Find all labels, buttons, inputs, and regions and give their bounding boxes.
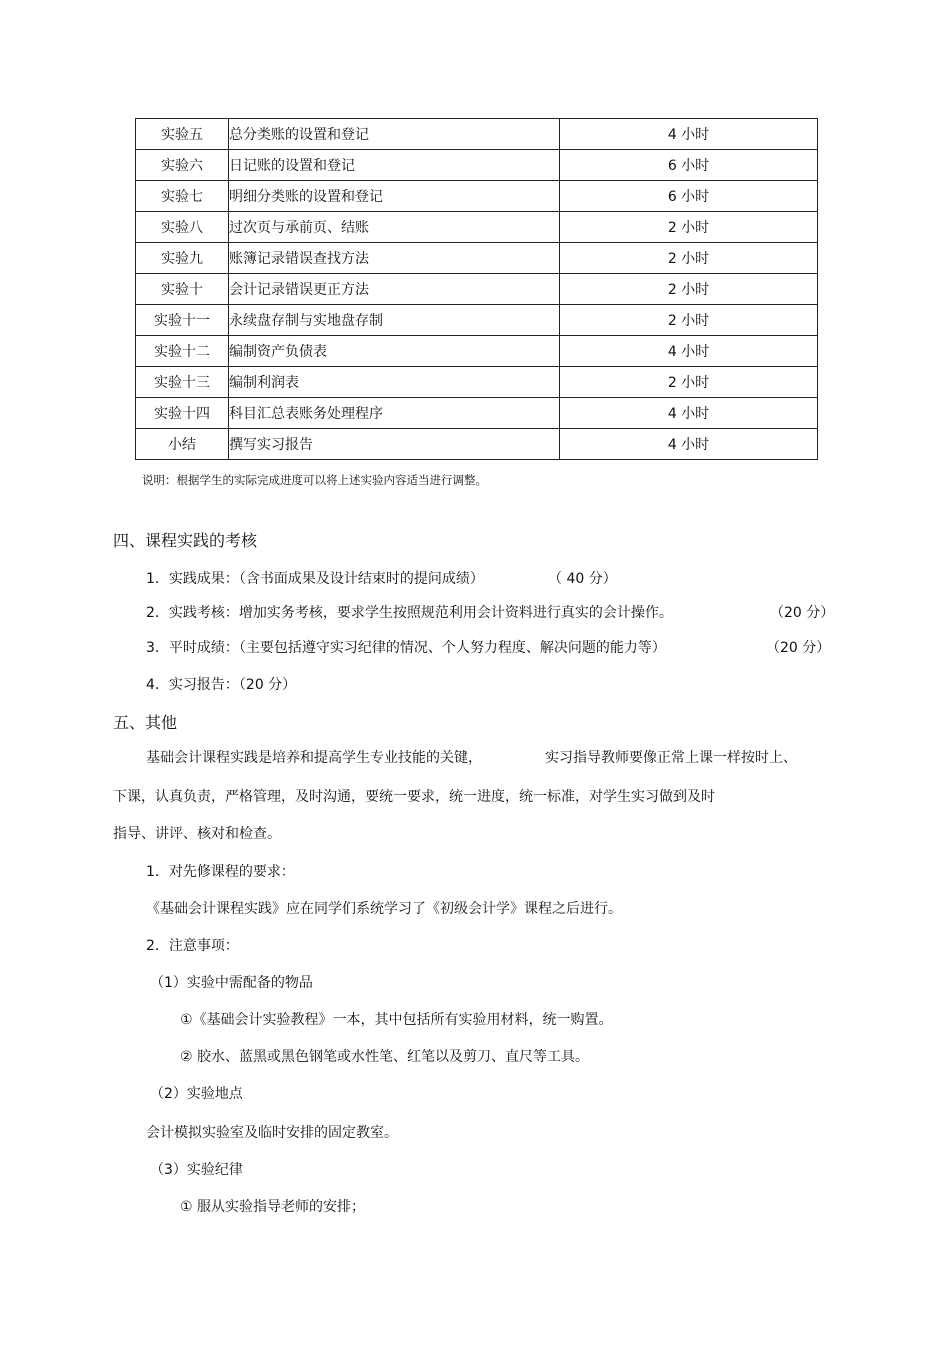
assessment-item-3: 3．平时成绩：（主要包括遵守实习纪律的情况、个人努力程度、解决问题的能力等） bbox=[146, 640, 666, 656]
experiment-hours: 6 小时 bbox=[560, 181, 818, 212]
prerequisite-title: 1．对先修课程的要求： bbox=[146, 864, 295, 880]
experiment-content: 日记账的设置和登记 bbox=[229, 150, 560, 181]
experiment-content: 撰写实习报告 bbox=[229, 429, 560, 460]
experiment-content: 账簿记录错误查找方法 bbox=[229, 243, 560, 274]
experiment-hours: 2 小时 bbox=[560, 243, 818, 274]
schedule-table-body bbox=[136, 119, 818, 460]
experiment-name: 实验五 bbox=[136, 119, 229, 150]
table-row bbox=[136, 305, 818, 336]
paragraph-line-1a: 基础会计课程实践是培养和提高学生专业技能的关键， bbox=[146, 750, 482, 766]
table-row bbox=[136, 429, 818, 460]
location-text: 会计模拟实验室及临时安排的固定教室。 bbox=[146, 1125, 398, 1141]
assessment-item-3-score: （20 分） bbox=[766, 640, 831, 656]
experiment-name: 实验六 bbox=[136, 150, 229, 181]
paragraph-line-1b: 实习指导教师要像正常上课一样按时上、 bbox=[545, 750, 797, 766]
table-row bbox=[136, 181, 818, 212]
table-row bbox=[136, 336, 818, 367]
experiment-content: 编制利润表 bbox=[229, 367, 560, 398]
experiment-content: 明细分类账的设置和登记 bbox=[229, 181, 560, 212]
experiment-name: 实验九 bbox=[136, 243, 229, 274]
experiment-name: 实验十 bbox=[136, 274, 229, 305]
experiment-name: 实验十一 bbox=[136, 305, 229, 336]
table-row bbox=[136, 212, 818, 243]
materials-title: （1）实验中需配备的物品 bbox=[150, 975, 313, 991]
experiment-content: 编制资产负债表 bbox=[229, 336, 560, 367]
paragraph-line-3: 指导、讲评、核对和检查。 bbox=[113, 826, 281, 842]
location-title: （2）实验地点 bbox=[150, 1086, 243, 1102]
materials-item-2: ② 胶水、蓝黑或黑色钢笔或水性笔、红笔以及剪刀、直尺等工具。 bbox=[180, 1049, 589, 1065]
experiment-hours: 4 小时 bbox=[560, 119, 818, 150]
notes-title: 2．注意事项： bbox=[146, 938, 239, 954]
assessment-item-1-score: （ 40 分） bbox=[548, 571, 617, 587]
table-row bbox=[136, 274, 818, 305]
table-note: 说明：根据学生的实际完成进度可以将上述实验内容适当进行调整。 bbox=[142, 473, 487, 487]
experiment-hours: 2 小时 bbox=[560, 305, 818, 336]
experiment-content: 永续盘存制与实地盘存制 bbox=[229, 305, 560, 336]
prerequisite-text: 《基础会计课程实践》应在同学们系统学习了《初级会计学》课程之后进行。 bbox=[146, 901, 622, 917]
section4-heading: 四、课程实践的考核 bbox=[113, 531, 258, 550]
assessment-item-2-score: （20 分） bbox=[770, 605, 835, 621]
assessment-item-1: 1．实践成果：（含书面成果及设计结束时的提问成绩） bbox=[146, 571, 484, 587]
discipline-title: （3）实验纪律 bbox=[150, 1162, 243, 1178]
experiment-hours: 4 小时 bbox=[560, 429, 818, 460]
experiment-hours: 6 小时 bbox=[560, 150, 818, 181]
table-row bbox=[136, 398, 818, 429]
experiment-content: 会计记录错误更正方法 bbox=[229, 274, 560, 305]
experiment-hours: 2 小时 bbox=[560, 212, 818, 243]
table-row bbox=[136, 367, 818, 398]
experiment-hours: 4 小时 bbox=[560, 398, 818, 429]
experiment-content: 科目汇总表账务处理程序 bbox=[229, 398, 560, 429]
section5-heading: 五、其他 bbox=[113, 713, 178, 732]
experiment-name: 实验十三 bbox=[136, 367, 229, 398]
table-row bbox=[136, 119, 818, 150]
paragraph-line-2: 下课，认真负责，严格管理，及时沟通，要统一要求，统一进度，统一标准，对学生实习做到及时 bbox=[113, 789, 715, 805]
experiment-content: 过次页与承前页、结账 bbox=[229, 212, 560, 243]
experiment-name: 实验十四 bbox=[136, 398, 229, 429]
experiment-name: 实验十二 bbox=[136, 336, 229, 367]
experiment-name: 实验七 bbox=[136, 181, 229, 212]
table-row bbox=[136, 150, 818, 181]
experiment-hours: 2 小时 bbox=[560, 367, 818, 398]
assessment-item-2: 2．实践考核：增加实务考核，要求学生按照规范利用会计资料进行真实的会计操作。 bbox=[146, 605, 673, 621]
experiment-hours: 2 小时 bbox=[560, 274, 818, 305]
experiment-hours: 4 小时 bbox=[560, 336, 818, 367]
table-row bbox=[136, 243, 818, 274]
discipline-item-1: ① 服从实验指导老师的安排； bbox=[180, 1199, 366, 1215]
experiment-schedule-table bbox=[135, 118, 818, 460]
experiment-content: 总分类账的设置和登记 bbox=[229, 119, 560, 150]
assessment-item-4: 4．实习报告：（20 分） bbox=[146, 677, 297, 693]
experiment-name: 小结 bbox=[136, 429, 229, 460]
materials-item-1: ①《基础会计实验教程》一本，其中包括所有实验用材料，统一购置。 bbox=[180, 1012, 613, 1028]
experiment-name: 实验八 bbox=[136, 212, 229, 243]
